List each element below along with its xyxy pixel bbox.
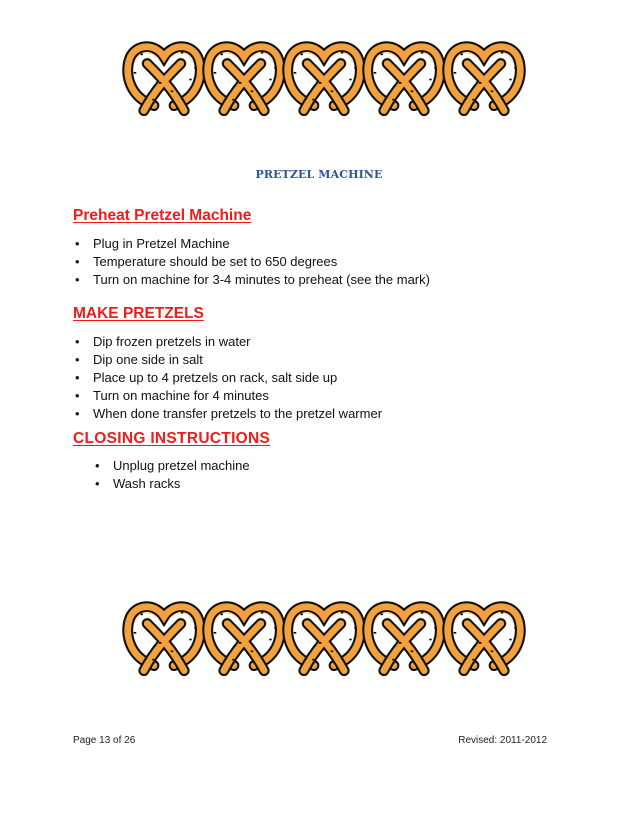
pretzel-icon: [122, 598, 206, 676]
make-pretzels-list: [73, 333, 382, 423]
list-item: • Turn on machine for 3-4 minutes to preheat (see the mark): [73, 271, 430, 289]
pretzel-icon: [362, 38, 446, 116]
pretzel-icon: [122, 38, 206, 116]
list-item: • Temperature should be set to 650 degrees: [73, 253, 430, 271]
pretzel-icon: [202, 38, 286, 116]
page-title: PRETZEL MACHINE: [255, 168, 383, 181]
pretzel-icon: [442, 38, 526, 116]
revision-date: Revised: 2011-2012: [458, 735, 547, 746]
pretzel-icon: [282, 38, 366, 116]
list-item: • When done transfer pretzels to the pretzel warmer: [73, 405, 382, 423]
footer-pretzel-row: [0, 598, 638, 688]
pretzel-icon: [202, 598, 286, 676]
page-number: Page 13 of 26: [73, 735, 136, 746]
section-heading-closing: CLOSING INSTRUCTIONS: [73, 430, 271, 447]
list-item: • Turn on machine for 4 minutes: [73, 387, 382, 405]
pretzel-icon: [282, 598, 366, 676]
list-item: • Place up to 4 pretzels on rack, salt side up: [73, 369, 382, 387]
header-pretzel-row: [0, 38, 638, 128]
section-heading-make-pretzels: MAKE PRETZELS: [73, 305, 204, 322]
list-item: • Dip frozen pretzels in water: [73, 333, 382, 351]
preheat-list: [73, 235, 430, 289]
list-item: • Dip one side in salt: [73, 351, 382, 369]
list-item: • Plug in Pretzel Machine: [73, 235, 430, 253]
pretzel-icon: [442, 598, 526, 676]
list-item: • Wash racks: [93, 475, 250, 493]
section-heading-preheat: Preheat Pretzel Machine: [73, 207, 252, 224]
closing-list: [93, 457, 250, 493]
list-item: • Unplug pretzel machine: [93, 457, 250, 475]
pretzel-icon: [362, 598, 446, 676]
